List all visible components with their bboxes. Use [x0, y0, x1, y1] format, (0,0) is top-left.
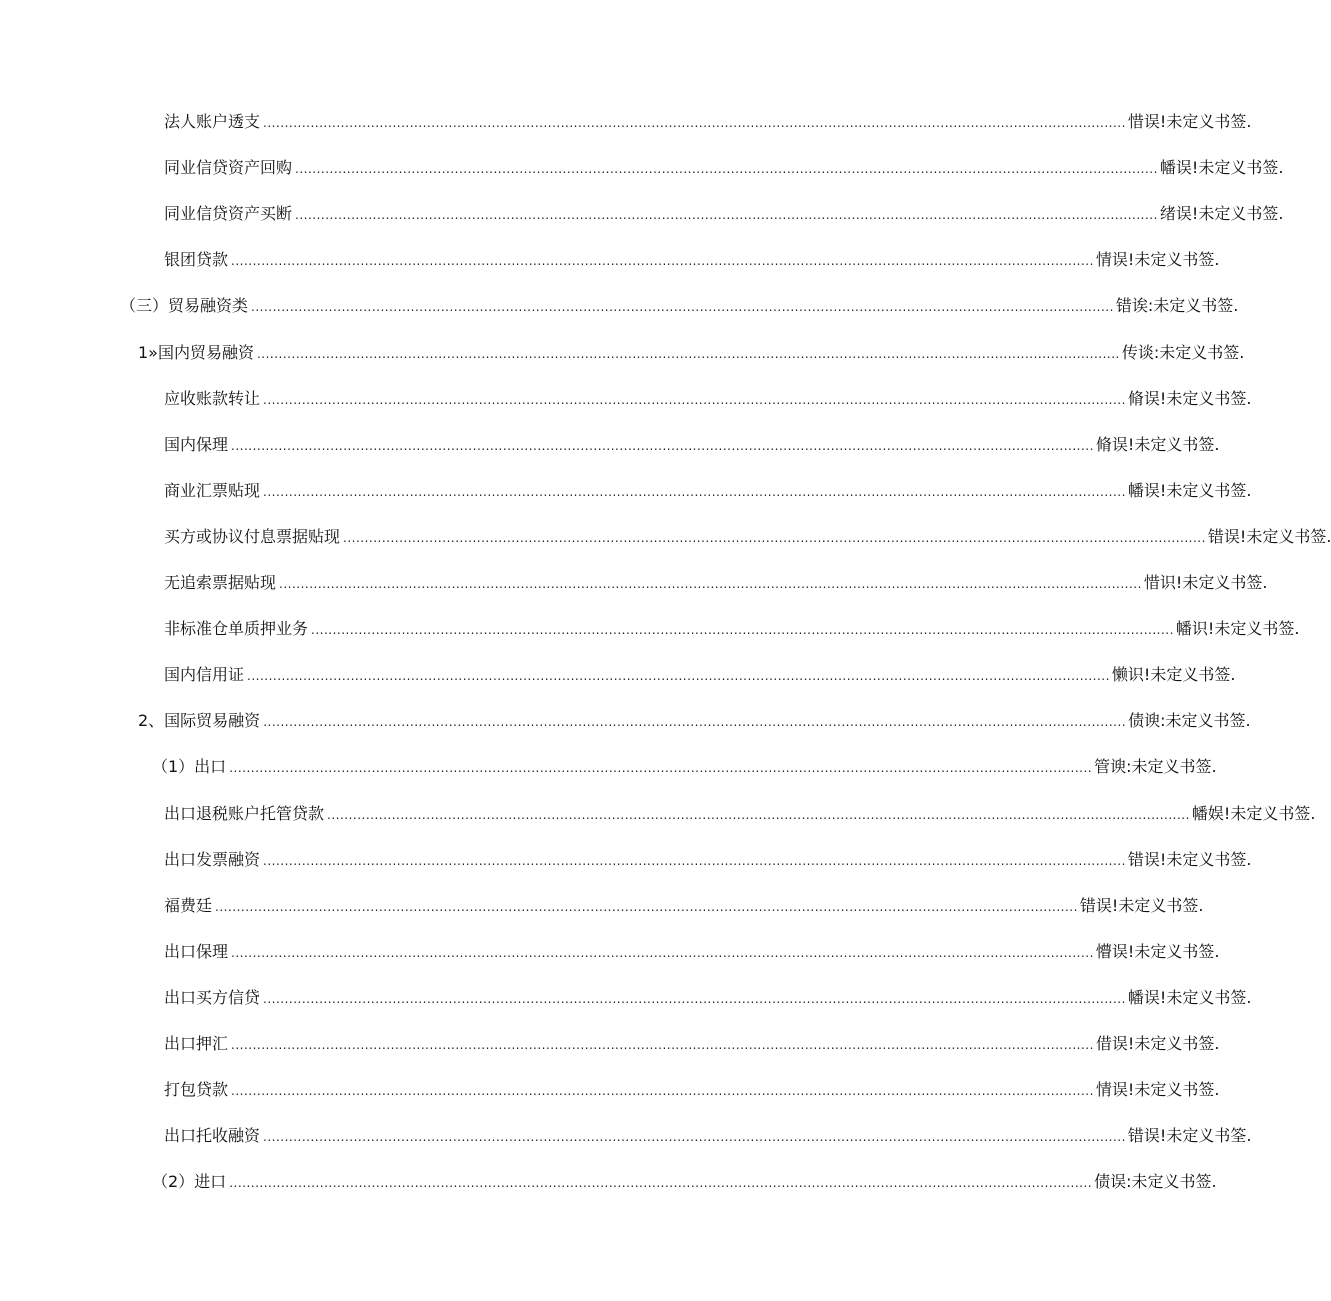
toc-dot-leader: ........................................................................................................................................................................................................ — [263, 715, 1127, 729]
toc-dot-leader: ........................................................................................................................................................................................................ — [231, 254, 1094, 268]
toc-dot-leader: ........................................................................................................................................................................................................ — [231, 1084, 1094, 1098]
toc-entry-label: 国内信用证 — [164, 665, 245, 684]
toc-entry-label: 无追索票据贴现 — [164, 573, 277, 592]
toc-entry-page: 惜识!未定义书签. — [1143, 573, 1268, 592]
toc-entry-label: 出口押汇 — [164, 1034, 229, 1053]
toc-entry-page: 借误!未定义书签. — [1095, 1034, 1220, 1053]
toc-dot-leader: ........................................................................................................................................................................................................ — [279, 577, 1142, 591]
toc-entry-label: 出口保理 — [164, 942, 229, 961]
toc-entry-label: 同业信贷资产买断 — [164, 204, 293, 223]
toc-entry-page: 幡识!未定义书签. — [1175, 619, 1300, 638]
toc-dot-leader: ........................................................................................................................................................................................................ — [229, 1176, 1093, 1190]
toc-entry[interactable] — [164, 659, 1236, 685]
toc-entry-page: 债误:未定义书签. — [1094, 1172, 1217, 1191]
toc-entry[interactable] — [164, 1028, 1220, 1054]
toc-entry-label: 1»国内贸易融资 — [138, 343, 254, 362]
toc-entry-page: 债谀:未定义书签. — [1128, 711, 1251, 730]
toc-dot-leader: ........................................................................................................................................................................................................ — [263, 393, 1126, 407]
toc-entry-label: 国内保理 — [164, 435, 229, 454]
toc-entry-label: 出口退税账户托管贷款 — [164, 804, 325, 823]
toc-entry-label: 出口买方信贷 — [164, 988, 261, 1007]
toc-dot-leader: ........................................................................................................................................................................................................ — [229, 761, 1093, 775]
toc-entry[interactable] — [164, 198, 1284, 224]
toc-entry-label: （2）进口 — [152, 1172, 227, 1191]
toc-entry[interactable] — [164, 613, 1300, 639]
toc-entry-label: 打包贷款 — [164, 1080, 229, 1099]
toc-entry[interactable] — [164, 567, 1268, 593]
toc-dot-leader: ........................................................................................................................................................................................................ — [263, 854, 1126, 868]
toc-dot-leader: ........................................................................................................................................................................................................ — [247, 669, 1110, 683]
toc-dot-leader: ........................................................................................................................................................................................................ — [231, 946, 1094, 960]
toc-entry-page: 错误!未定义书签. — [1079, 896, 1204, 915]
toc-entry[interactable] — [138, 337, 1245, 363]
toc-entry-label: 同业信贷资产回购 — [164, 158, 293, 177]
toc-entry[interactable] — [164, 798, 1316, 824]
toc-dot-leader: ........................................................................................................................................................................................................ — [263, 1130, 1126, 1144]
toc-entry[interactable] — [164, 1074, 1220, 1100]
toc-entry-page: 错误!未定义书签. — [1207, 527, 1331, 546]
toc-entry-page: 幡误!未定义书签. — [1127, 481, 1252, 500]
toc-entry-label: 出口托收融资 — [164, 1126, 261, 1145]
toc-entry[interactable] — [164, 244, 1220, 270]
toc-entry[interactable] — [164, 890, 1204, 916]
toc-dot-leader: ........................................................................................................................................................................................................ — [295, 162, 1158, 176]
toc-entry-page: 管谀:未定义书签. — [1094, 757, 1217, 776]
toc-entry-page: 情误!未定义书签. — [1095, 250, 1220, 269]
toc-entry-page: 错误!未定义书签. — [1127, 850, 1252, 869]
toc-entry-page: 错诶:未定义书签. — [1115, 296, 1239, 315]
toc-entry[interactable] — [164, 106, 1252, 132]
toc-entry-page: 情误!未定义书签. — [1095, 1080, 1220, 1099]
toc-entry-page: 脩误!未定义书签. — [1127, 389, 1252, 408]
toc-entry[interactable] — [164, 1120, 1252, 1146]
toc-dot-leader: ........................................................................................................................................................................................................ — [263, 116, 1126, 130]
toc-entry-label: 出口发票融资 — [164, 850, 261, 869]
toc-entry-label: 非标准仓单质押业务 — [164, 619, 309, 638]
toc-entry[interactable] — [138, 705, 1251, 731]
toc-entry-page: 幡娱!未定义书签. — [1191, 804, 1316, 823]
toc-entry-label: 买方或协议付息票据贴现 — [164, 527, 341, 546]
toc-entry-label: 福费廷 — [164, 896, 213, 915]
toc-entry[interactable] — [152, 1166, 1217, 1192]
toc-entry-label: 法人账户透支 — [164, 112, 261, 131]
toc-dot-leader: ........................................................................................................................................................................................................ — [231, 1038, 1094, 1052]
toc-entry-label: 应收账款转让 — [164, 389, 261, 408]
toc-dot-leader: ........................................................................................................................................................................................................ — [231, 439, 1094, 453]
toc-dot-leader: ........................................................................................................................................................................................................ — [215, 900, 1078, 914]
toc-entry[interactable] — [164, 844, 1252, 870]
toc-entry[interactable] — [164, 936, 1220, 962]
toc-entry-label: （三）贸易融资类 — [120, 296, 249, 315]
toc-entry[interactable] — [164, 982, 1252, 1008]
toc-dot-leader: ........................................................................................................................................................................................................ — [251, 300, 1114, 314]
toc-entry-page: 懒识!未定义书签. — [1111, 665, 1236, 684]
toc-dot-leader: ........................................................................................................................................................................................................ — [295, 208, 1158, 222]
toc-entry-page: 幡误!未定义书签. — [1159, 158, 1284, 177]
toc-entry-label: 2、国际贸易融资 — [138, 711, 261, 730]
toc-entry-page: 绪误!未定义书签. — [1159, 204, 1284, 223]
toc-dot-leader: ........................................................................................................................................................................................................ — [343, 531, 1206, 545]
toc-entry[interactable] — [164, 152, 1284, 178]
toc-entry[interactable] — [164, 383, 1252, 409]
toc-entry[interactable] — [152, 751, 1217, 777]
toc-entry[interactable] — [164, 475, 1252, 501]
toc-entry-page: 幡误!未定义书签. — [1127, 988, 1252, 1007]
toc-dot-leader: ........................................................................................................................................................................................................ — [311, 623, 1174, 637]
toc-dot-leader: ........................................................................................................................................................................................................ — [256, 347, 1120, 361]
toc-entry-page: 懵误!未定义书签. — [1095, 942, 1220, 961]
toc-entry-label: 银团贷款 — [164, 250, 229, 269]
toc-entry[interactable] — [164, 429, 1220, 455]
toc-dot-leader: ........................................................................................................................................................................................................ — [327, 808, 1190, 822]
toc-dot-leader: ........................................................................................................................................................................................................ — [263, 485, 1126, 499]
toc-dot-leader: ........................................................................................................................................................................................................ — [263, 992, 1126, 1006]
toc-entry-label: （1）出口 — [152, 757, 227, 776]
toc-entry-page: 传谈:未定义书签. — [1121, 343, 1245, 362]
toc-entry-page: 惜误!未定义书签. — [1127, 112, 1252, 131]
toc-entry[interactable] — [120, 290, 1239, 316]
toc-entry-label: 商业汇票贴现 — [164, 481, 261, 500]
toc-entry-page: 错误!未定义书筌. — [1127, 1126, 1252, 1145]
toc-entry[interactable] — [164, 521, 1331, 547]
toc-entry-page: 脩误!未定义书签. — [1095, 435, 1220, 454]
